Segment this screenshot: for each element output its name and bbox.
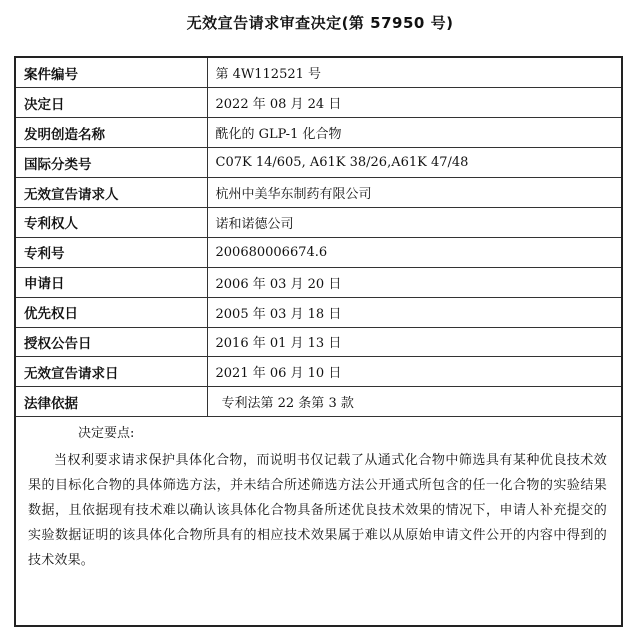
patent-number-label: 专利号 bbox=[16, 237, 207, 267]
table-row bbox=[16, 297, 621, 327]
patent-number-value: 200680006674.6 bbox=[207, 237, 621, 267]
filing-date-label: 申请日 bbox=[16, 267, 207, 297]
request-date-value: 2021 年 06 月 10 日 bbox=[207, 357, 621, 387]
priority-date-value: 2005 年 03 月 18 日 bbox=[207, 297, 621, 327]
table-row bbox=[16, 237, 621, 267]
table-row bbox=[16, 267, 621, 297]
case-info-table bbox=[16, 58, 621, 417]
grant-date-value: 2016 年 01 月 13 日 bbox=[207, 327, 621, 357]
table-row bbox=[16, 357, 621, 387]
legal-basis-value: 专利法第 22 条第 3 款 bbox=[207, 387, 621, 417]
filing-date-value: 2006 年 03 月 20 日 bbox=[207, 267, 621, 297]
table-row bbox=[16, 118, 621, 148]
table-row bbox=[16, 387, 621, 417]
table-row bbox=[16, 327, 621, 357]
priority-date-label: 优先权日 bbox=[16, 297, 207, 327]
table-row bbox=[16, 58, 621, 88]
ipc-label: 国际分类号 bbox=[16, 148, 207, 178]
table-row bbox=[16, 148, 621, 178]
table-row bbox=[16, 88, 621, 118]
case-number-label: 案件编号 bbox=[16, 58, 207, 88]
table-row bbox=[16, 207, 621, 237]
ipc-value: C07K 14/605, A61K 38/26,A61K 47/48 bbox=[207, 148, 621, 178]
patentee-value: 诺和诺德公司 bbox=[207, 207, 621, 237]
table-row bbox=[16, 178, 621, 208]
page-title: 无效宣告请求审查决定(第 57950 号) bbox=[186, 14, 454, 32]
patentee-label: 专利权人 bbox=[16, 207, 207, 237]
decision-frame bbox=[14, 56, 623, 627]
decision-summary bbox=[16, 417, 621, 573]
case-number-value: 第 4W112521 号 bbox=[207, 58, 621, 88]
decision-date-value: 2022 年 08 月 24 日 bbox=[207, 88, 621, 118]
grant-date-label: 授权公告日 bbox=[16, 327, 207, 357]
petitioner-label: 无效宣告请求人 bbox=[16, 178, 207, 208]
petitioner-value: 杭州中美华东制药有限公司 bbox=[207, 178, 621, 208]
summary-body: 当权利要求请求保护具体化合物，而说明书仅记载了从通式化合物中筛选具有某种优良技术效果的目标化合物的具体筛选方法，并未结合所述筛选方法公开通式所包含的任一化合物的实验结果数据，且依据现有技术难以确认该具体化合物具备所述优良技术效果的情况下，申请人补充提交的实验数据证明的该具体化合物所具有的相应技术效果属于难以从原始申请文件公开的内容中得到的技术效果。 bbox=[28, 453, 607, 569]
legal-basis-label: 法律依据 bbox=[16, 387, 207, 417]
decision-date-label: 决定日 bbox=[16, 88, 207, 118]
request-date-label: 无效宣告请求日 bbox=[16, 357, 207, 387]
summary-heading: 决定要点: bbox=[78, 426, 135, 442]
invention-name-label: 发明创造名称 bbox=[16, 118, 207, 148]
invention-name-value: 酰化的 GLP-1 化合物 bbox=[207, 118, 621, 148]
